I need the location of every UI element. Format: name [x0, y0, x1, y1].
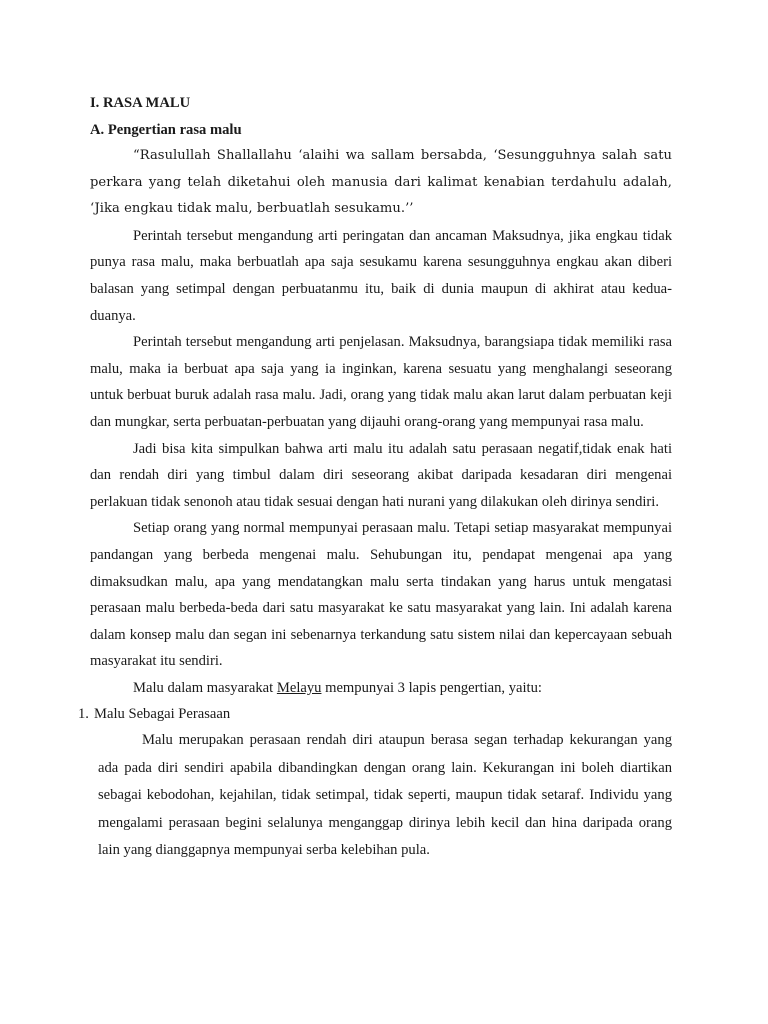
list-item-body: Malu merupakan perasaan rendah diri ataupun berasa segan terhadap kekurangan yang ada pada diri sendiri apabila dibandingkan dengan orang lain. Kekurangan ini boleh diartikan sebagai kebodohan, kejahilan, tidak setimpal, tidak seperti, maupun tidak setaraf. Individu yang mengalami perasaan begini selalunya menganggap dirinya lebih kecil dan hina daripada orang lain yang dianggapnya mempunyai serba kelebihan pula.: [98, 732, 672, 859]
melayu-link[interactable]: Melayu: [276, 679, 322, 696]
paragraph-conclusion: Jadi bisa kita simpulkan bahwa arti malu itu adalah satu perasaan negatif,tidak enak hati dan rendah diri yang timbul dalam diri seseorang akibat daripada kesadaran diri mengenai perlakuan tidak senonoh atau tidak sesuai dengan hati nurani yang dilakukan oleh dirinya sendiri.: [90, 440, 672, 510]
section-heading: I. RASA MALU: [90, 95, 191, 111]
list-item-title-text: Malu Sebagai Perasaan: [94, 706, 231, 723]
list-item-number: 1.: [78, 706, 89, 723]
paragraph-malay-layers: [90, 675, 672, 702]
list-item-title: [78, 701, 672, 727]
hadith-quote-paragraph: “Rasulullah Shallallahu ‘alaihi wa sallam bersabda, ‘Sesungguhnya salah satu perkara yang telah diketahui oleh manusia dari kalimat kenabian terdahulu adalah, ‘Jika engkau tidak malu, berbuatlah sesukamu.’’: [90, 148, 672, 217]
paragraph-explanation-meaning: Perintah tersebut mengandung arti penjelasan. Maksudnya, barangsiapa tidak memiliki rasa malu, maka ia berbuat apa saja yang ia inginkan, karena sesuatu yang menghalangi seseorang untuk berbuat buruk adalah rasa malu. Jadi, orang yang tidak malu akan larut dalam perbuatan keji dan mungkar, serta perbuatan-perbuatan yang dijauhi orang-orang yang mempunyai rasa malu.: [90, 334, 672, 430]
paragraph-malay-layers-text-end: mempunyai 3 lapis pengertian, yaitu:: [321, 679, 542, 696]
subsection-heading: A. Pengertian rasa malu: [90, 122, 242, 138]
paragraph-society-view: Setiap orang yang normal mempunyai perasaan malu. Tetapi setiap masyarakat mempunyai pandangan yang berbeda mengenai malu. Sehubungan itu, pendapat mengenai apa yang dimaksudkan malu, apa yang mendatangkan malu serta tindakan yang harus untuk mengatasi perasaan malu berbeda-beda dari satu masyarakat ke satu masyarakat yang lain. Ini adalah karena dalam konsep malu dan segan ini sebenarnya terkandung satu sistem nilai dan kepercayaan sebuah masyarakat itu sendiri.: [90, 520, 672, 670]
paragraph-malay-layers-text-start: Malu dalam masyarakat: [133, 679, 277, 696]
paragraph-warning-meaning: Perintah tersebut mengandung arti peringatan dan ancaman Maksudnya, jika engkau tidak punya rasa malu, maka berbuatlah apa saja sesukamu karena sesungguhnya engkau akan diberi balasan yang setimpal dengan perbuatanmu itu, baik di dunia maupun di akhirat atau kedua-duanya.: [90, 227, 672, 324]
document-page: [78, 90, 672, 865]
